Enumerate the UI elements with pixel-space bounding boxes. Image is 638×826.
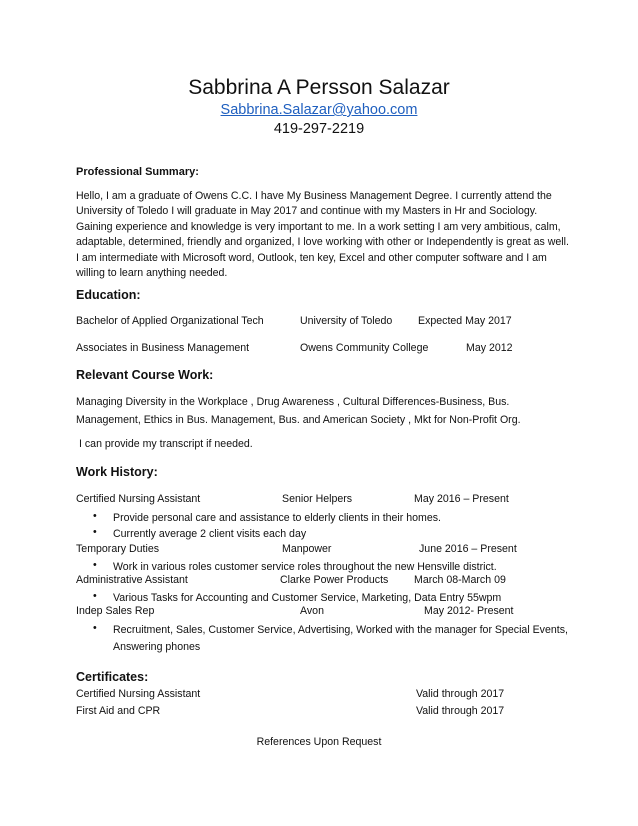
job-employer: Senior Helpers — [282, 493, 353, 505]
job-title: Indep Sales Rep — [76, 605, 155, 617]
education-school: University of Toledo — [300, 315, 393, 327]
job-dates: May 2016 – Present — [414, 493, 509, 505]
transcript-note: I can provide my transcript if needed. — [79, 438, 253, 450]
email-link[interactable]: Sabbrina.Salazar@yahoo.com — [220, 102, 418, 118]
job-title: Administrative Assistant — [76, 574, 188, 586]
certificates-heading: Certificates: — [76, 670, 149, 684]
job-employer: Manpower — [282, 543, 332, 555]
job-employer: Clarke Power Products — [280, 574, 389, 586]
bullet-icon: • — [93, 559, 97, 571]
job-dates: June 2016 – Present — [419, 543, 517, 555]
job-title: Certified Nursing Assistant — [76, 493, 201, 505]
education-date: Expected May 2017 — [418, 315, 512, 327]
job-bullet: Recruitment, Sales, Customer Service, Advertising, Worked with the manager for Special Events, Answering phones — [113, 624, 568, 653]
bullet-icon: • — [93, 622, 97, 634]
references-note: References Upon Request — [256, 736, 382, 748]
summary-text: Hello, I am a graduate of Owens C.C. I have My Business Management Degree. I currently attend the University of Toledo I will graduate in May 2017 and continue with my Masters in Hr and Sociology. Gaining experience and knowledge is very important to me. In a work setting I am very ambitious, calm, adaptable, determined, friendly and organized, I love working with other or Independently is great as well. I am intermediate with Microsoft word, Outlook, ten key, Excel and other computer software and I am willing to learn anything needed. — [76, 190, 569, 280]
job-bullet: Various Tasks for Accounting and Customer Service, Marketing, Data Entry 55wpm — [113, 592, 502, 604]
education-date: May 2012 — [466, 342, 513, 354]
phone-number: 419-297-2219 — [273, 121, 365, 137]
certificate-valid: Valid through 2017 — [416, 688, 505, 700]
work-heading: Work History: — [76, 465, 158, 479]
job-dates: March 08-March 09 — [414, 574, 506, 586]
bullet-icon: • — [93, 590, 97, 602]
education-degree: Bachelor of Applied Organizational Tech — [76, 315, 264, 327]
bullet-icon: • — [93, 510, 97, 522]
coursework-heading: Relevant Course Work: — [76, 368, 214, 382]
education-school: Owens Community College — [300, 342, 429, 354]
job-dates: May 2012- Present — [424, 605, 514, 617]
applicant-name: Sabbrina A Persson Salazar — [188, 76, 450, 99]
education-degree: Associates in Business Management — [76, 342, 250, 354]
education-heading: Education: — [76, 288, 141, 302]
job-employer: Avon — [300, 605, 324, 617]
summary-heading: Professional Summary: — [76, 166, 199, 178]
job-bullet: Provide personal care and assistance to elderly clients in their homes. — [113, 512, 441, 524]
certificate-name: Certified Nursing Assistant — [76, 688, 201, 700]
certificate-name: First Aid and CPR — [76, 705, 161, 717]
job-bullet: Currently average 2 client visits each day — [113, 528, 307, 540]
job-bullet: Work in various roles customer service roles throughout the new Hensville district. — [113, 561, 497, 573]
certificate-valid: Valid through 2017 — [416, 705, 505, 717]
bullet-icon: • — [93, 526, 97, 538]
job-title: Temporary Duties — [76, 543, 160, 555]
coursework-text: Managing Diversity in the Workplace , Drug Awareness , Cultural Differences-Business, Bus. Management, Ethics in Bus. Management, Bus. and American Society , Mkt for Non-Profit Org. — [76, 396, 521, 426]
